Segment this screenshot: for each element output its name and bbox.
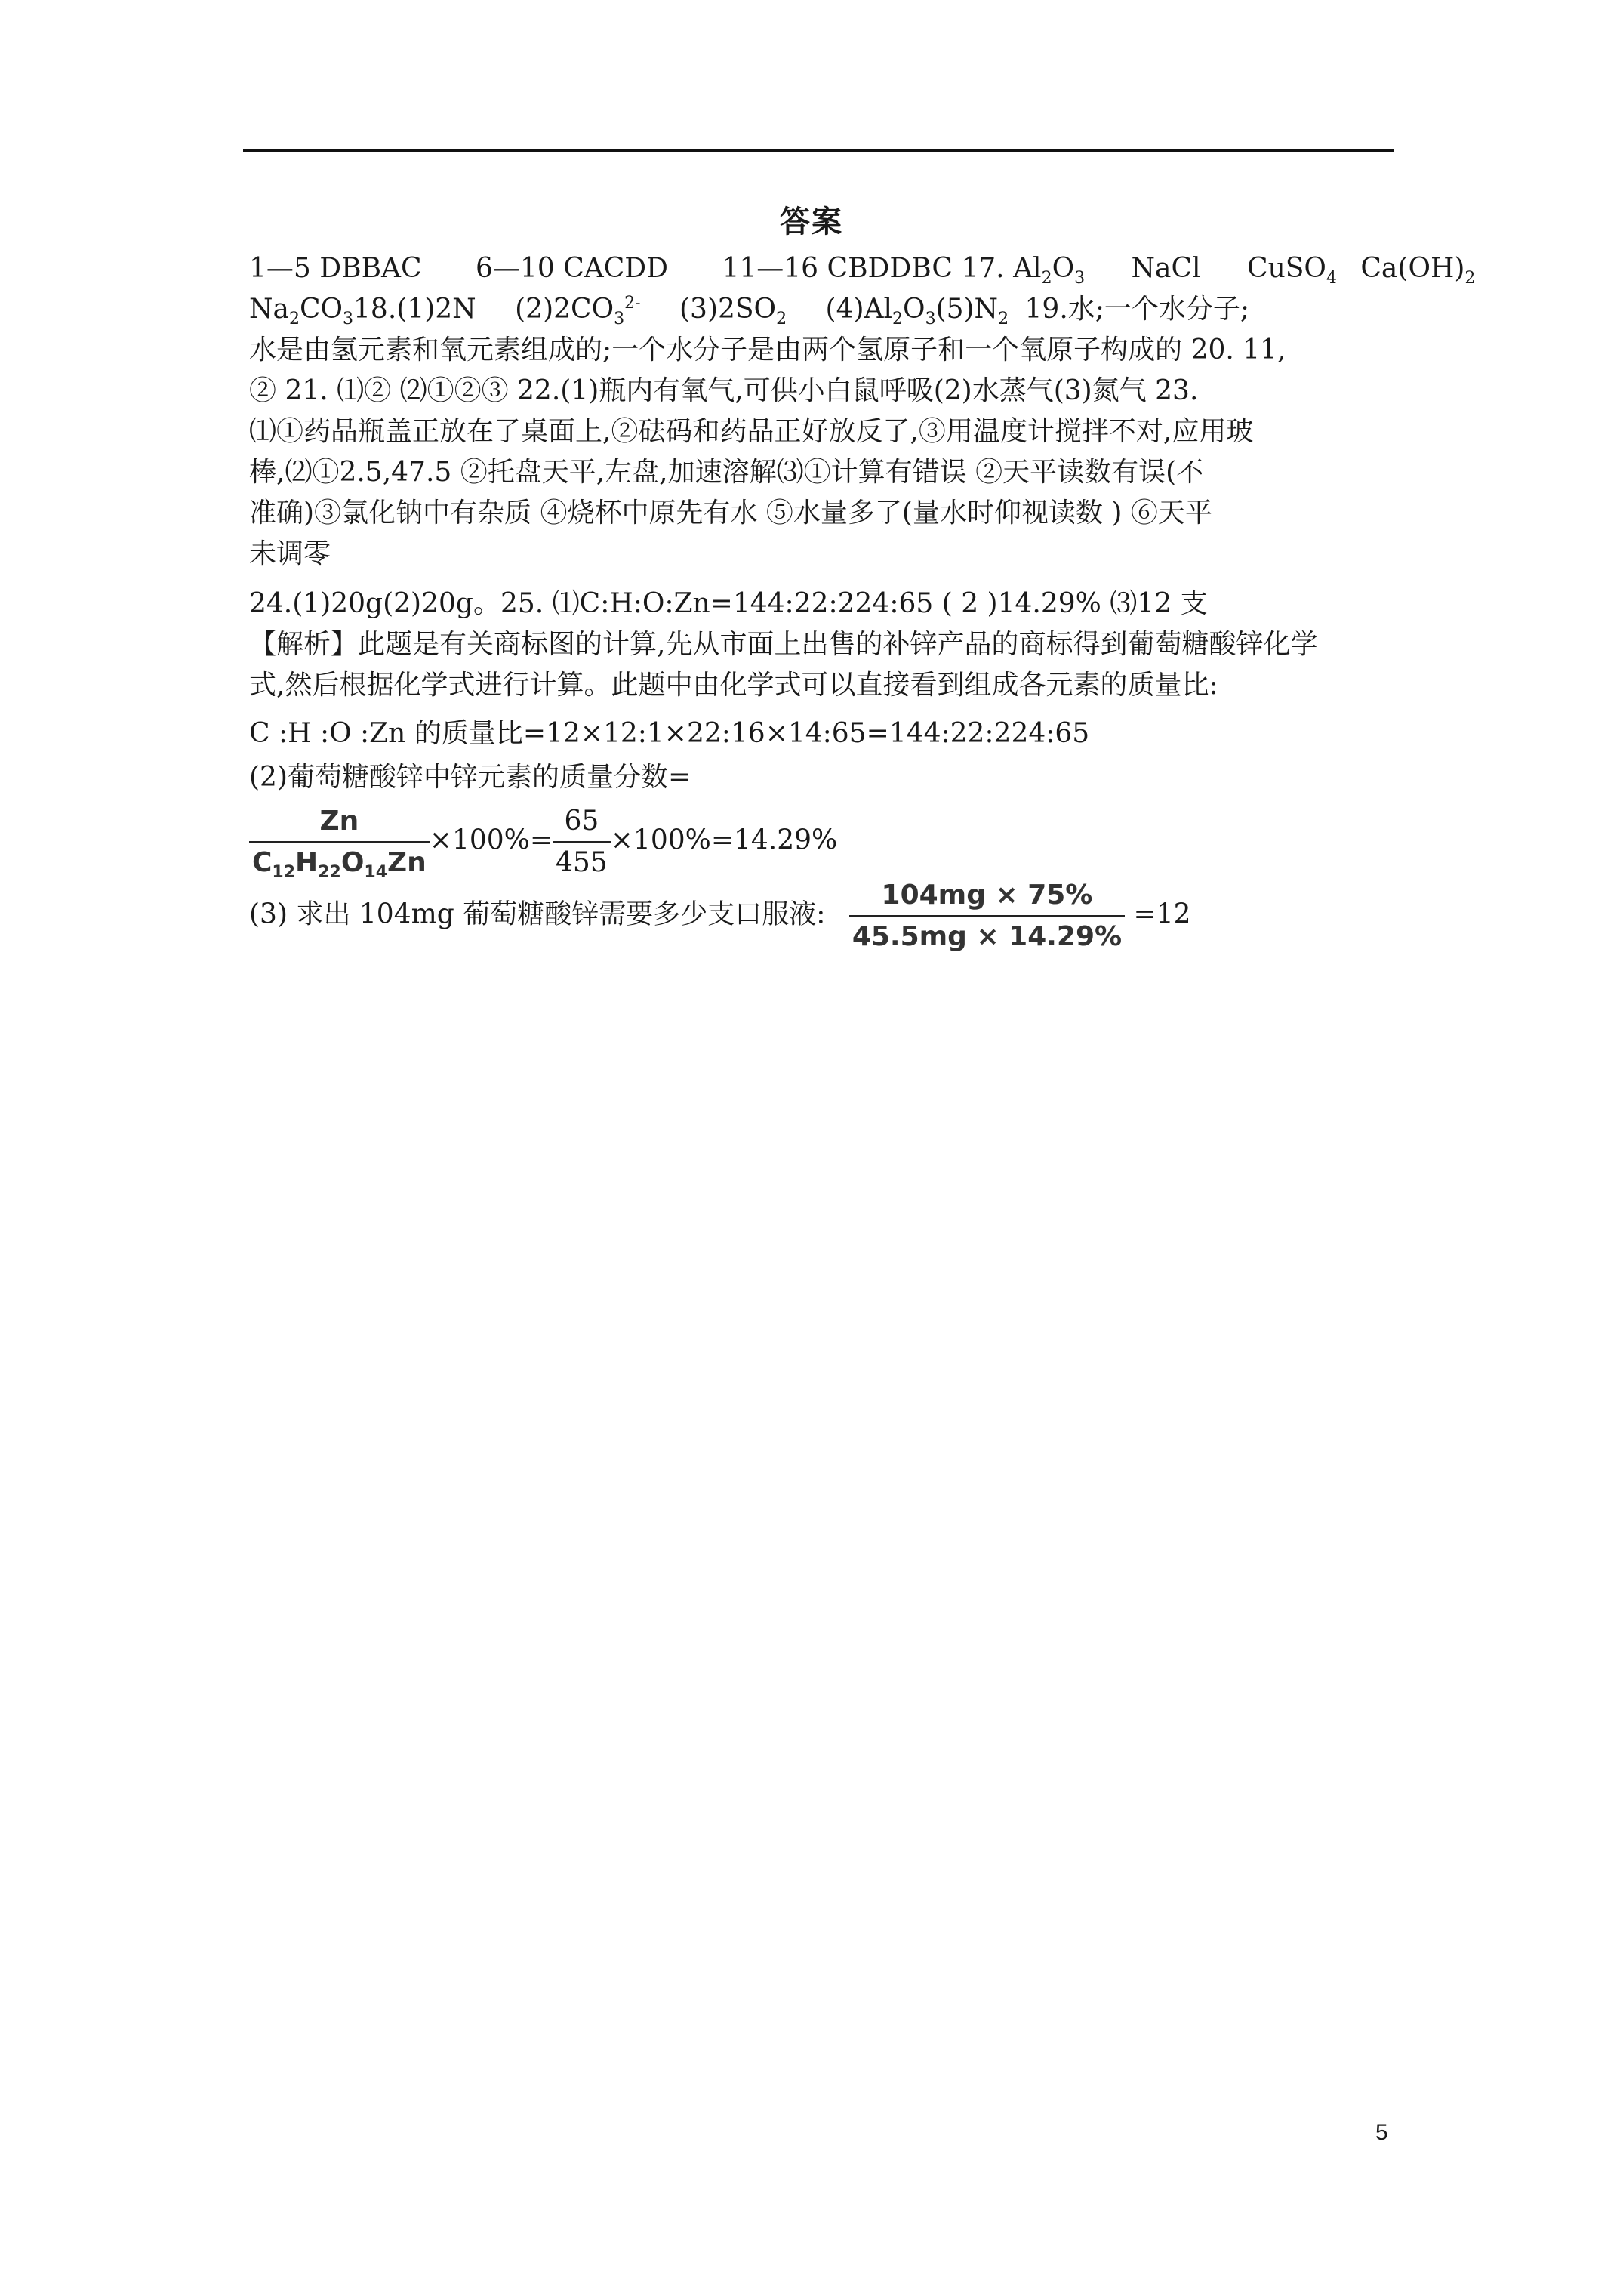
sub: 4 — [1326, 269, 1337, 288]
sup: 2- — [624, 294, 641, 313]
answer-line-4: ② 21. ⑴② ⑵①②③ 22.(1)瓶内有氧气,可供小白鼠呼吸(2)水蒸气(3)氮气 23. — [249, 375, 1199, 406]
text: ×100%= — [429, 824, 553, 856]
answer-line-3: 水是由氢元素和氧元素组成的;一个水分子是由两个氢原子和一个氧原子构成的 20. 11, — [249, 334, 1286, 365]
denominator: 45.5mg × 14.29% — [852, 921, 1123, 952]
text: (3)2SO — [679, 294, 777, 325]
sub: 12 — [272, 863, 296, 883]
text: 18.(1)2N — [353, 294, 476, 325]
text: H — [295, 847, 319, 878]
value-fraction — [553, 802, 611, 883]
denominator: 455 — [556, 847, 608, 878]
page-number: 5 — [1375, 2120, 1388, 2145]
sub: 2 — [892, 310, 904, 329]
mass-ratio-line: C :H :O :Zn 的质量比=12×12:1×22:16×14:65=144:22:224:65 — [249, 718, 1090, 749]
text: (2)2CO — [515, 294, 614, 325]
answers-1-5: 1—5 DBBAC — [249, 253, 422, 284]
numerator: 104mg × 75% — [881, 880, 1093, 911]
sub: 3 — [925, 310, 936, 329]
dose-fraction — [849, 876, 1125, 957]
answer-line-9: 24.(1)20g(2)20g。25. ⑴C:H:O:Zn=144:22:224:65 ( 2 )14.29% ⑶12 支 — [249, 588, 1208, 619]
answers-6-10: 6—10 CACDD — [476, 253, 669, 284]
sub: 2 — [998, 310, 1009, 329]
text: CO — [299, 294, 343, 325]
sub: 2 — [1464, 269, 1476, 288]
text: Na — [249, 294, 289, 325]
analysis-line-1: 【解析】此题是有关商标图的计算,先从市面上出售的补锌产品的商标得到葡萄糖酸锌化学 — [249, 629, 1318, 660]
text: =12 — [1133, 898, 1191, 930]
zinc-fraction-formula — [249, 802, 837, 883]
text: NaCl — [1131, 253, 1201, 284]
answer-line-5: ⑴①药品瓶盖正放在了桌面上,②砝码和药品正好放反了,③用温度计搅拌不对,应用玻 — [249, 416, 1254, 447]
sub: 3 — [1074, 269, 1086, 288]
answer-line-8: 未调零 — [249, 538, 331, 569]
text: Ca(OH) — [1360, 253, 1465, 284]
text: (3) 求出 104mg 葡萄糖酸锌需要多少支口服液: — [249, 898, 826, 930]
sub: 3 — [343, 310, 354, 329]
text: O — [1052, 253, 1075, 284]
answer-line-1 — [249, 249, 1475, 288]
dose-calculation-line — [249, 876, 1191, 957]
text: O — [903, 294, 925, 325]
sub: 2 — [1041, 269, 1052, 288]
text: Zn — [387, 847, 427, 878]
header-rule — [243, 149, 1394, 152]
text: CuSO — [1247, 253, 1326, 284]
zinc-fraction-line: (2)葡萄糖酸锌中锌元素的质量分数= — [249, 762, 691, 793]
sub: 22 — [318, 863, 341, 883]
sub: 2 — [288, 310, 300, 329]
answers-11-17: 11—16 CBDDBC 17. Al — [722, 253, 1042, 284]
answer-line-6: 棒,⑵①2.5,47.5 ②托盘天平,左盘,加速溶解⑶①计算有错误 ②天平读数有误(不 — [249, 457, 1204, 488]
answer-line-2 — [249, 290, 1249, 329]
text: O — [340, 847, 365, 878]
analysis-line-2: 式,然后根据化学式进行计算。此题中由化学式可以直接看到组成各元素的质量比: — [249, 670, 1218, 701]
answer-line-7: 准确)③氯化钠中有杂质 ④烧杯中原先有水 ⑤水量多了(量水时仰视读数 ) ⑥天平 — [249, 498, 1212, 529]
formula-fraction — [249, 802, 430, 883]
text: (5)N — [935, 294, 999, 325]
sub: 2 — [776, 310, 787, 329]
text: ×100%=14.29% — [610, 824, 838, 856]
sub: 14 — [364, 863, 388, 883]
sub: 3 — [614, 310, 625, 329]
numerator: 65 — [564, 806, 599, 837]
text: (4)Al — [825, 294, 893, 325]
text: 19.水;一个水分子; — [1024, 294, 1250, 325]
numerator: Zn — [319, 806, 359, 837]
page-title: 答案 — [780, 204, 843, 239]
text: C — [252, 847, 273, 878]
